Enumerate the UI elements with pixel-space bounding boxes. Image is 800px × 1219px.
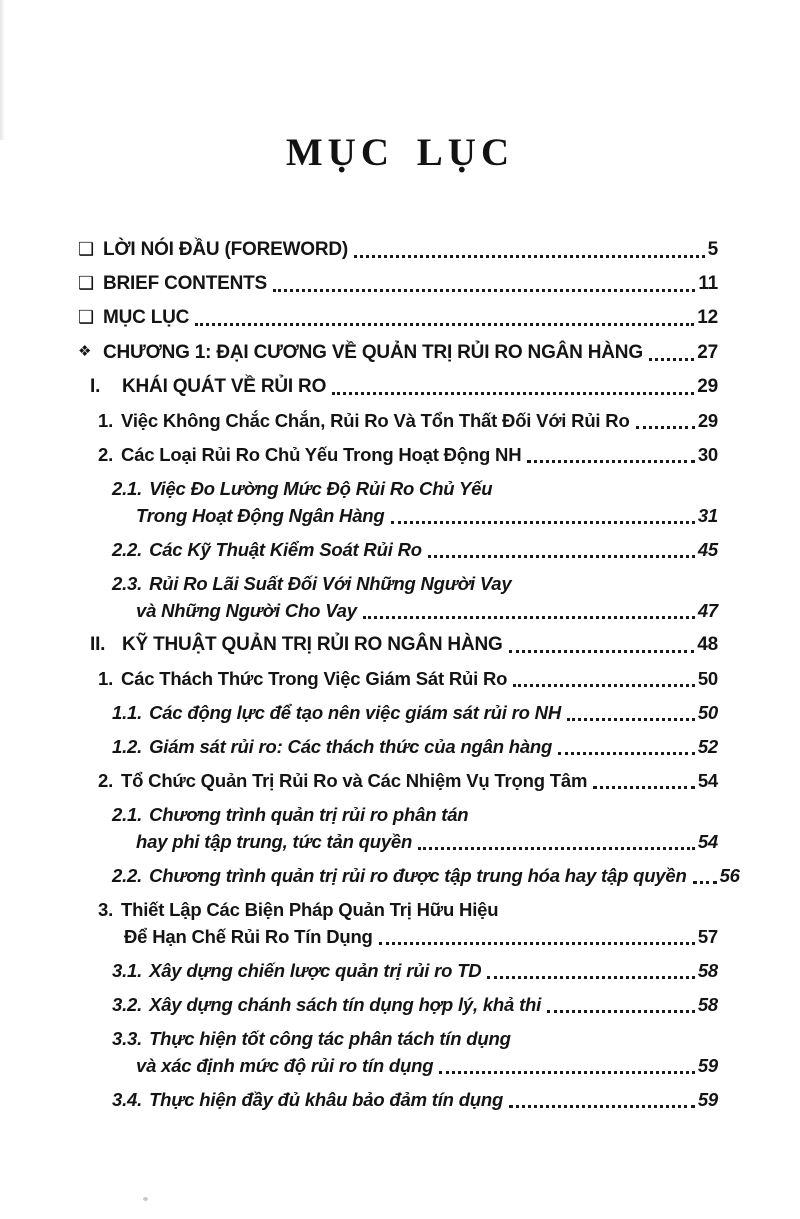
toc-label: Các động lực để tạo nên việc giám sát rủi ro NH xyxy=(149,702,561,723)
toc-label: và Những Người Cho Vay xyxy=(136,600,357,621)
dotted-leader xyxy=(509,1105,695,1108)
toc-number: 3.3. xyxy=(112,1028,143,1049)
toc-number: 3. xyxy=(98,899,114,920)
toc-page-number: 45 xyxy=(697,539,718,560)
toc-number: II. xyxy=(90,634,106,655)
toc-page-number: 56 xyxy=(719,865,740,886)
toc-page-number: 29 xyxy=(697,410,718,431)
toc-page-number: 59 xyxy=(697,1055,718,1076)
dotted-leader xyxy=(428,555,695,558)
page-title: MỤC LỤC xyxy=(285,131,515,174)
toc-entry-continuation xyxy=(0,502,800,529)
toc-number: 3.2. xyxy=(112,994,143,1015)
toc-label: Chương trình quản trị rủi ro được tập trung hóa hay tập quyền xyxy=(149,865,687,886)
toc-number: 1.1. xyxy=(112,702,143,723)
toc-page-number: 58 xyxy=(697,960,718,981)
dotted-leader xyxy=(547,1010,695,1013)
toc-entry xyxy=(0,338,800,366)
dotted-leader xyxy=(649,358,694,361)
toc-label: Các Thách Thức Trong Việc Giám Sát Rủi Ro xyxy=(121,668,508,689)
toc-page-number: 30 xyxy=(697,444,718,465)
toc-number: 2. xyxy=(98,444,114,465)
toc-entry xyxy=(0,896,800,923)
toc-number: 2.1. xyxy=(112,804,143,825)
dotted-leader xyxy=(418,847,695,850)
dotted-leader xyxy=(332,392,694,395)
toc-label: KỸ THUẬT QUẢN TRỊ RỦI RO NGÂN HÀNG xyxy=(122,634,503,655)
dotted-leader xyxy=(487,976,694,979)
toc-label: MỤC LỤC xyxy=(103,307,190,328)
dotted-leader xyxy=(693,881,717,884)
toc-page-number: 57 xyxy=(697,926,718,947)
toc-entry xyxy=(0,236,800,263)
dotted-leader xyxy=(354,255,705,258)
toc-page-number: 59 xyxy=(697,1089,718,1110)
toc-entry-continuation xyxy=(0,828,800,855)
toc-page-number: 31 xyxy=(697,505,718,526)
toc-number: 2. xyxy=(98,770,114,791)
toc-number: 1. xyxy=(98,668,114,689)
dotted-leader xyxy=(513,684,695,687)
toc-entry xyxy=(0,665,800,692)
toc-page-number: 5 xyxy=(707,239,718,260)
toc-page-number: 11 xyxy=(698,273,718,294)
toc-label: Trong Hoạt Động Ngân Hàng xyxy=(136,505,385,526)
toc-number: 2.2. xyxy=(112,539,143,560)
toc-page-number: 50 xyxy=(697,668,718,689)
toc-label: Tổ Chức Quản Trị Rủi Ro và Các Nhiệm Vụ Trọng Tâm xyxy=(121,770,588,791)
toc-page-number: 54 xyxy=(697,770,718,791)
dotted-leader xyxy=(567,718,695,721)
toc-page-number: 47 xyxy=(697,600,718,621)
scan-edge-shading xyxy=(0,0,5,140)
toc-entry xyxy=(0,733,800,760)
toc-entry xyxy=(0,631,800,658)
dotted-leader xyxy=(636,426,695,429)
dotted-leader xyxy=(439,1071,695,1074)
dotted-leader xyxy=(509,650,695,653)
dotted-leader xyxy=(558,752,695,755)
toc-entry xyxy=(0,570,800,597)
toc-entry-continuation xyxy=(0,923,800,950)
toc-entry xyxy=(0,699,800,726)
dotted-leader xyxy=(363,616,695,619)
toc-page-number: 27 xyxy=(697,342,718,363)
toc-page-number: 48 xyxy=(697,634,718,655)
toc-entry xyxy=(0,1025,800,1052)
toc-label: Xây dựng chánh sách tín dụng hợp lý, khả thi xyxy=(149,994,542,1015)
toc-label: Thiết Lập Các Biện Pháp Quản Trị Hữu Hiệu xyxy=(121,899,499,920)
toc-list xyxy=(0,236,800,1120)
toc-page-number: 12 xyxy=(697,307,718,328)
checkbox-icon: ❑ xyxy=(78,273,95,293)
toc-entry xyxy=(0,1086,800,1113)
toc-label: Xây dựng chiến lược quản trị rủi ro TD xyxy=(149,960,482,981)
toc-page-number: 50 xyxy=(697,702,718,723)
toc-label: Để Hạn Chế Rủi Ro Tín Dụng xyxy=(124,926,373,947)
dotted-leader xyxy=(527,460,694,463)
toc-page-number: 58 xyxy=(697,994,718,1015)
toc-entry xyxy=(0,767,800,794)
scan-speck xyxy=(143,1197,148,1201)
toc-entry xyxy=(0,373,800,400)
toc-page-number: 54 xyxy=(697,831,718,852)
dotted-leader xyxy=(379,942,695,945)
dotted-leader xyxy=(273,289,695,292)
toc-label: Việc Không Chắc Chắn, Rủi Ro Và Tổn Thất Đối Với Rủi Ro xyxy=(121,410,630,431)
toc-entry-continuation xyxy=(0,1052,800,1079)
toc-number: 3.4. xyxy=(112,1089,143,1110)
toc-number: I. xyxy=(90,376,101,397)
toc-page-number: 52 xyxy=(697,736,718,757)
toc-entry xyxy=(0,270,800,297)
toc-entry xyxy=(0,536,800,563)
dotted-leader xyxy=(195,323,694,326)
toc-number: 3.1. xyxy=(112,960,143,981)
toc-label: CHƯƠNG 1: ĐẠI CƯƠNG VỀ QUẢN TRỊ RỦI RO NGÂN HÀNG xyxy=(103,342,643,363)
toc-number: 1.2. xyxy=(112,736,143,757)
toc-label: LỜI NÓI ĐẦU (FOREWORD) xyxy=(103,239,349,260)
toc-entry xyxy=(0,991,800,1018)
toc-label: BRIEF CONTENTS xyxy=(103,273,267,294)
dotted-leader xyxy=(593,786,695,789)
toc-entry xyxy=(0,407,800,434)
toc-entry xyxy=(0,801,800,828)
toc-label: Các Loại Rủi Ro Chủ Yếu Trong Hoạt Động NH xyxy=(121,444,522,465)
toc-label: Thực hiện tốt công tác phân tách tín dụng xyxy=(149,1028,511,1049)
toc-number: 2.1. xyxy=(112,478,143,499)
toc-entry xyxy=(0,862,800,889)
toc-label: Việc Đo Lường Mức Độ Rủi Ro Chủ Yếu xyxy=(149,478,493,499)
checkbox-icon: ❑ xyxy=(78,307,95,327)
toc-label: Các Kỹ Thuật Kiểm Soát Rủi Ro xyxy=(149,539,422,560)
toc-label: Rủi Ro Lãi Suất Đối Với Những Người Vay xyxy=(149,573,512,594)
diamond-icon: ❖ xyxy=(78,343,92,360)
toc-entry xyxy=(0,475,800,502)
checkbox-icon: ❑ xyxy=(78,239,95,259)
dotted-leader xyxy=(391,521,695,524)
toc-label: KHÁI QUÁT VỀ RỦI RO xyxy=(122,376,327,397)
toc-entry-continuation xyxy=(0,597,800,624)
toc-label: hay phi tập trung, tức tản quyền xyxy=(136,831,413,852)
toc-number: 2.2. xyxy=(112,865,143,886)
toc-entry xyxy=(0,304,800,331)
toc-page-number: 29 xyxy=(697,376,718,397)
toc-entry xyxy=(0,957,800,984)
toc-number: 1. xyxy=(98,410,114,431)
toc-number: 2.3. xyxy=(112,573,143,594)
toc-entry xyxy=(0,441,800,468)
toc-label: Thực hiện đầy đủ khâu bảo đảm tín dụng xyxy=(149,1089,504,1110)
toc-label: và xác định mức độ rủi ro tín dụng xyxy=(136,1055,434,1076)
toc-label: Giám sát rủi ro: Các thách thức của ngân hàng xyxy=(149,736,553,757)
toc-label: Chương trình quản trị rủi ro phân tán xyxy=(149,804,469,825)
